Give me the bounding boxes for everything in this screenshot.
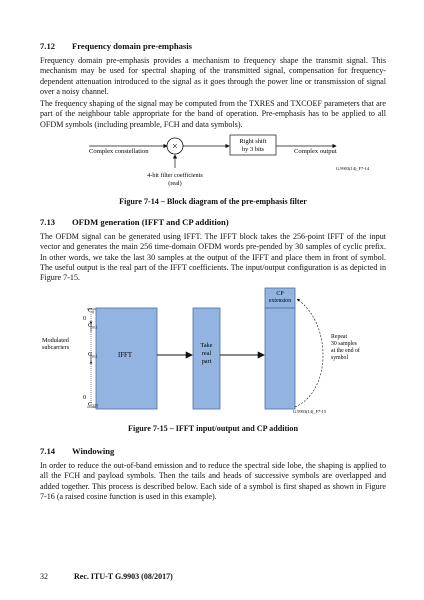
section-title: Windowing xyxy=(72,446,115,456)
section-heading-7-13 xyxy=(40,217,229,227)
c-255-label: $C_{255}$ xyxy=(88,401,99,409)
cp-label-1: CP xyxy=(276,291,284,297)
section-heading-7-14 xyxy=(40,446,114,456)
repeat-label-3: at the end of xyxy=(331,348,360,354)
ifft-label: IFFT xyxy=(118,352,132,359)
take-label-3: part xyxy=(201,358,212,365)
figure-7-14-caption: Figure 7-14 – Block diagram of the pre-emphasis filter xyxy=(119,197,307,206)
paragraph-ofdm-generation: The OFDM signal can be generated using IFFT. The IFFT block takes the 256-point IFFT of the input vector and generates the main 256 time-domain OFDM words pre-pended by 30 samples of cyclic prefix. In other words, we take the last 30 samples at the output of the IFFT and place them in front of symbol. The useful output is the real part of the IFFT coefficients. The input/output configuration is as depicted in Figure 7-15. xyxy=(40,232,386,283)
repeat-label-4: symbol xyxy=(331,355,349,361)
coef-label-1: 4-bit filter coefficients xyxy=(147,172,203,179)
coef-label-2: (real) xyxy=(168,180,182,187)
take-label-1: Take xyxy=(200,342,213,349)
figure-7-15-caption: Figure 7-15 – IFFT input/output and CP addition xyxy=(128,424,298,433)
output-symbol-block xyxy=(265,308,295,409)
section-title: Frequency domain pre-emphasis xyxy=(72,41,193,51)
figure-7-14-diagram xyxy=(40,130,386,192)
multiplier-symbol: × xyxy=(172,141,178,153)
section-title: OFDM generation (IFFT and CP addition) xyxy=(72,217,229,227)
section-number: 7.14 xyxy=(40,446,56,456)
take-label-2: real xyxy=(201,350,212,357)
modulated-label-2: subcarriers xyxy=(42,344,70,351)
figure-id-7-15: G.9903(14)_F7-15 xyxy=(293,409,327,414)
c-m2-label: $C_{m2}$ xyxy=(88,351,98,359)
zero-bottom-label: 0 xyxy=(83,394,87,401)
repeat-label-2: 30 samples xyxy=(331,341,357,347)
section-heading-7-12 xyxy=(40,41,192,51)
c0-label: $C_0$ xyxy=(88,307,95,315)
repeat-curve-arrow xyxy=(295,299,323,407)
c-m1-label: $C_{m1}$ xyxy=(88,322,98,330)
paragraph-pre-emphasis-2: The frequency shaping of the signal may be computed from the TXRES and TXCOEF parameters that are part of the neighbour table appropriate for the band of operation. Pre-emphasis has to be applied to all OFDM symbols (including preamble, FCH and data symbols). xyxy=(40,99,386,129)
page-number: 32 xyxy=(40,572,48,581)
modulated-label-1: Modulated xyxy=(42,337,69,344)
document-reference: Rec. ITU-T G.9903 (08/2017) xyxy=(74,572,173,581)
figure-7-15-diagram xyxy=(40,283,386,418)
cp-label-2: extension xyxy=(268,298,292,304)
zero-top-label: 0 xyxy=(83,315,87,322)
input-label: Complex constellation xyxy=(89,148,149,155)
output-label: Complex output xyxy=(294,148,337,155)
paragraph-pre-emphasis-1: Frequency domain pre-emphasis provides a mechanism to frequency shape the transmit signal. This mechanism may be used for spectral shaping of the transmitted signal, compensation for frequency-dependent attenuation introduced to the signal as it goes through the power line or transmission of signal over a noisy channel. xyxy=(40,56,386,96)
paragraph-windowing: In order to reduce the out-of-band emission and to reduce the spectral side lobe, the shaping is applied to all the FCH and payload symbols. Then the tails and heads of successive symbols are overlapped and added together. This process is described below. Each side of a symbol is first shaped as shown in Figure 7-16 (a raised cosine function is used in this example). xyxy=(40,461,386,501)
repeat-label-1: Repeat xyxy=(331,334,348,340)
section-number: 7.13 xyxy=(40,217,56,227)
section-number: 7.12 xyxy=(40,41,56,51)
shift-label-2: by 3 bits xyxy=(241,146,265,153)
shift-label-1: Right shift xyxy=(239,138,267,145)
figure-id-7-14: G.9903(14)_F7-14 xyxy=(336,166,370,171)
page-footer xyxy=(40,572,173,581)
